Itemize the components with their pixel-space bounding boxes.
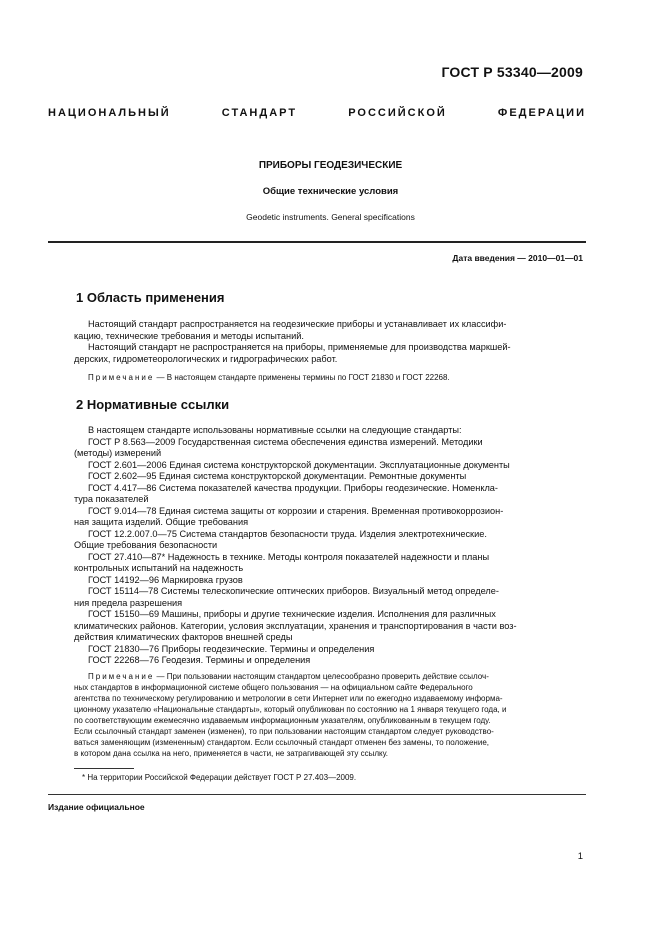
note-line: по соответствующим ежемесячно издаваемым информационным указателям, опубликованным в текущем году.	[74, 716, 491, 725]
text-line: дерских, гидрометеорологических и гидрографических работ.	[74, 353, 338, 364]
reference-line: ния предела разрешения	[74, 597, 183, 608]
section-2-body	[74, 425, 584, 667]
reference-line: ГОСТ 27.410—87* Надежность в технике. Методы контроля показателей надежности и планы	[88, 551, 490, 562]
text-line: В настоящем стандарте использованы нормативные ссылки на следующие стандарты:	[88, 425, 462, 435]
section-1-body	[74, 319, 584, 365]
reference-line: ГОСТ 15150—69 Машины, приборы и другие технические изделия. Исполнения для различных	[88, 609, 496, 619]
page-number: 1	[577, 851, 583, 862]
text-line: Настоящий стандарт распространяется на геодезические приборы и устанавливает их классифи-	[88, 319, 507, 329]
reference-line: ГОСТ 21830—76 Приборы геодезические. Термины и определения	[88, 643, 375, 654]
reference-line: ГОСТ 14192—96 Маркировка грузов	[88, 574, 243, 585]
note-line: ных стандартов в информационной системе общего пользования — на официальном сайте Федерального	[74, 683, 473, 692]
section-2-note	[74, 671, 584, 759]
text-line: кацию, технические требования и методы испытаний.	[74, 330, 304, 341]
divider	[48, 241, 586, 243]
note-line: ционному указателю «Национальные стандарты», который опубликован по состоянию на 1 января текущего года, и	[74, 705, 507, 714]
text-line: Настоящий стандарт не распространяется на приборы, применяемые для производства маркшей-	[88, 342, 511, 352]
note-line: Если ссылочный стандарт заменен (изменен), то при пользовании настоящим стандартом следует руководство-	[74, 727, 494, 736]
document-code: ГОСТ Р 53340—2009	[441, 64, 583, 80]
note-line: в котором дана ссылка на него, применяется в части, не затрагивающей эту ссылку.	[74, 749, 389, 758]
reference-line: ГОСТ Р 8.563—2009 Государственная система обеспечения единства измерений. Методики	[88, 436, 483, 447]
reference-line: ГОСТ 2.602—95 Единая система конструкторской документации. Ремонтные документы	[88, 471, 467, 481]
reference-line: ГОСТ 12.2.007.0—75 Система стандартов безопасности труда. Изделия электротехнические.	[88, 528, 487, 539]
note-line: агентства по техническому регулированию и метрологии в сети Интернет или по ежегодно издаваемому информа-	[74, 694, 503, 703]
reference-line: ГОСТ 2.601—2006 Единая система конструкторской документации. Эксплуатационные документы	[88, 459, 510, 470]
document-title: ПРИБОРЫ ГЕОДЕЗИЧЕСКИЕ	[258, 160, 403, 171]
footnote-divider	[74, 768, 134, 769]
note-line: ваться заменяющим (измененным) стандартом. Если ссылочный стандарт отменен без замены, то положение,	[74, 738, 489, 747]
section-2-heading: 2 Нормативные ссылки	[76, 397, 230, 412]
english-title: Geodetic instruments. General specifications	[246, 212, 415, 222]
reference-line: ГОСТ 22268—76 Геодезия. Термины и определения	[88, 655, 311, 665]
document-subtitle: Общие технические условия	[262, 186, 399, 197]
reference-line: ГОСТ 9.014—78 Единая система защиты от коррозии и старения. Временная противокоррозион-	[88, 505, 504, 516]
section-1-note	[74, 372, 584, 383]
footnote: * На территории Российской Федерации действует ГОСТ Р 27.403—2009.	[82, 773, 357, 782]
reference-line: контрольных испытаний на надежность	[74, 563, 244, 573]
divider	[48, 794, 586, 795]
note-label: Примечание	[88, 672, 155, 681]
reference-line: тура показателей	[74, 494, 149, 504]
reference-line: Общие требования безопасности	[74, 540, 218, 550]
reference-line: действия климатических факторов внешней среды	[74, 632, 293, 642]
note-text: — При пользовании настоящим стандартом целесообразно проверить действие ссылоч-	[154, 672, 489, 681]
reference-line: ГОСТ 4.417—86 Система показателей качества продукции. Приборы геодезические. Номенкла-	[88, 482, 498, 493]
national-standard-heading: НАЦИОНАЛЬНЫЙ СТАНДАРТ РОССИЙСКОЙ ФЕДЕРАЦИИ	[48, 107, 586, 119]
note-label: Примечание	[88, 373, 155, 382]
note-text: — В настоящем стандарте применены термины по ГОСТ 21830 и ГОСТ 22268.	[154, 373, 450, 382]
reference-line: климатических районов. Категории, условия эксплуатации, хранения и транспортирования в части воз-	[74, 620, 517, 631]
edition-label: Издание официальное	[48, 802, 145, 812]
reference-line: ГОСТ 15114—78 Системы телескопические оптических приборов. Визуальный метод определе-	[88, 586, 499, 596]
section-1-heading: 1 Область применения	[76, 290, 225, 305]
reference-line: ная защита изделий. Общие требования	[74, 517, 249, 527]
reference-line: (методы) измерений	[74, 448, 162, 458]
introduction-date: Дата введения — 2010—01—01	[452, 253, 583, 263]
